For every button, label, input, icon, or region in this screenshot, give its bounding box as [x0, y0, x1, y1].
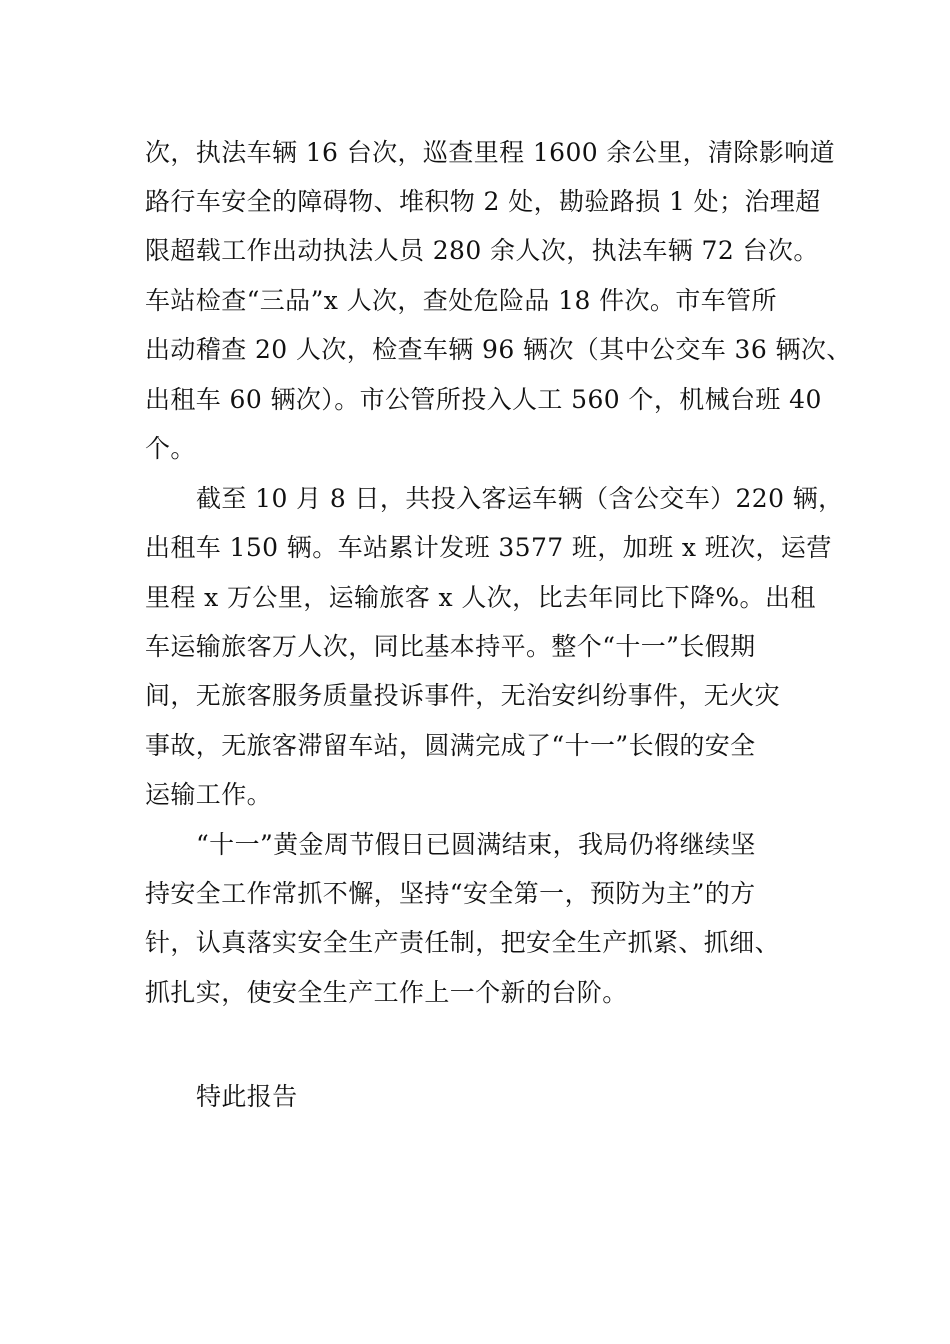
text-line: 车运输旅客万人次，同比基本持平。整个“十一”长假期 — [145, 632, 756, 661]
text-line: 针，认真落实安全生产责任制，把安全生产抓紧、抓细、 — [145, 928, 781, 957]
text-line: 里程 x 万公里，运输旅客 x 人次，比去年同比下降%。出租 — [145, 583, 816, 612]
text-line: 限超载工作出动执法人员 280 余人次，执法车辆 72 台次。 — [145, 236, 819, 265]
text-line: 次，执法车辆 16 台次，巡查里程 1600 余公里，清除影响道 — [145, 138, 836, 167]
text-line: 间，无旅客服务质量投诉事件，无治安纠纷事件，无火灾 — [145, 681, 781, 710]
text-line: 车站检查“三品”x 人次，查处危险品 18 件次。市车管所 — [145, 286, 777, 315]
text-line: 截至 10 月 8 日，共投入客运车辆（含公交车）220 辆， — [196, 484, 844, 513]
text-line: 抓扎实，使安全生产工作上一个新的台阶。 — [145, 978, 628, 1007]
text-line: “十一”黄金周节假日已圆满结束，我局仍将继续坚 — [196, 830, 756, 859]
closing-text: 特此报告 — [196, 1082, 298, 1111]
text-line: 出租车 60 辆次）。市公管所投入人工 560 个，机械台班 40 — [145, 385, 822, 414]
text-line: 运输工作。 — [145, 780, 273, 809]
text-line: 出动稽查 20 人次，检查车辆 96 辆次（其中公交车 36 辆次、 — [145, 335, 852, 364]
text-line: 事故，无旅客滞留车站，圆满完成了“十一”长假的安全 — [145, 731, 756, 760]
text-line: 出租车 150 辆。车站累计发班 3577 班，加班 x 班次，运营 — [145, 533, 832, 562]
text-line: 路行车安全的障碍物、堆积物 2 处，勘验路损 1 处；治理超 — [145, 187, 821, 216]
text-line: 持安全工作常抓不懈，坚持“安全第一，预防为主”的方 — [145, 879, 756, 908]
text-line: 个。 — [145, 434, 196, 463]
